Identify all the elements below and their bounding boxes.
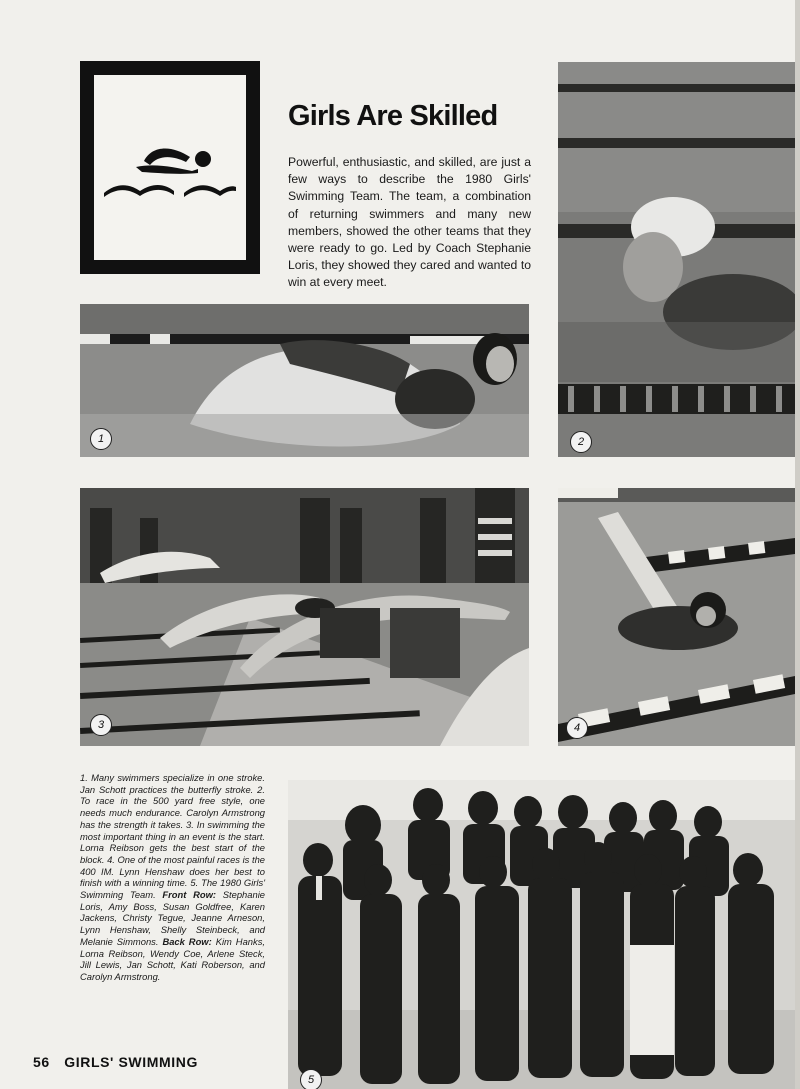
swimming-logo	[80, 61, 260, 274]
page-footer	[33, 1054, 198, 1070]
photo-caption	[80, 772, 265, 983]
page-title: Girls Are Skilled	[288, 100, 498, 132]
photo-freestyle-swimmer	[558, 62, 795, 457]
section-title: GIRLS' SWIMMING	[64, 1054, 198, 1070]
photo-team	[288, 780, 795, 1089]
photo-number-badge: 1	[90, 428, 112, 450]
photo-butterfly-swimmer	[80, 304, 529, 457]
photo-im-swimmer	[558, 488, 795, 746]
photo-race-start	[80, 488, 529, 746]
photo-number-badge: 4	[566, 717, 588, 739]
page-number: 56	[33, 1054, 50, 1070]
page-edge	[795, 0, 800, 1089]
photo-number-badge: 5	[300, 1069, 322, 1089]
caption-back-row-names: Kim Hanks, Lorna Reibson, Wendy Coe, Arlene Steck, Jill Lewis, Jan Schott, Kati Roberson, and Carolyn Armstrong.	[80, 935, 265, 982]
caption-body: 1. Many swimmers specialize in one stroke. Jan Schott practices the butterfly stroke. 2. To race in the 500 yard free style, one needs much endurance. Carolyn Armstrong has the strength it takes. 3. In swimming the most important thing in an event is the start. Lorna Reibson gets the best start of the block. 4. One of the most painful races is the 400 IM. Lynn Henshaw does her best to finish with a winning time. 5. The 1980 Girls' Swimming Team.	[80, 772, 265, 901]
caption-front-row-label: Front Row:	[162, 889, 217, 901]
caption-back-row-label: Back Row:	[162, 935, 212, 947]
photo-number-badge: 2	[570, 431, 592, 453]
intro-paragraph: Powerful, enthusiastic, and skilled, are just a few ways to describe the 1980 Girls' Swimming Team. The team, a combination of returning swimmers and many new members, showed the other teams that they were ready to go. Led by Coach Stephanie Loris, they showed they cared and wanted to win at every meet.	[288, 155, 531, 290]
photo-number-badge: 3	[90, 714, 112, 736]
caption-front-row-names: Stephanie Loris, Amy Boss, Susan Goldfree, Karen Jackens, Christy Tegue, Jeanne Arneson, Lynn Henshaw, Shelly Steinbeck, and Melanie Simmons.	[80, 889, 265, 947]
swimmer-icon	[94, 75, 246, 260]
